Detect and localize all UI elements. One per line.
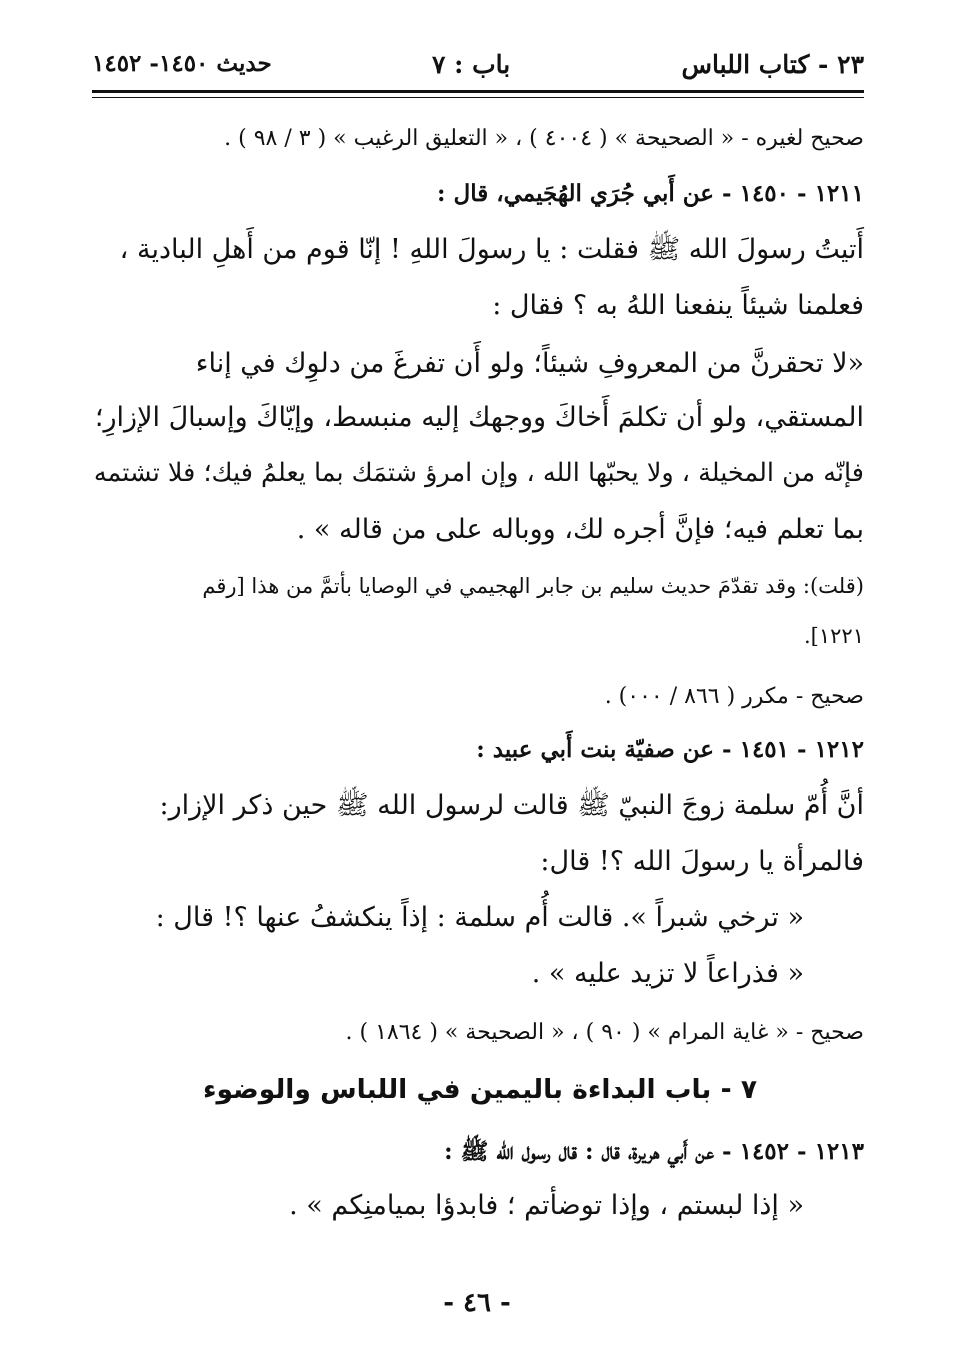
hadith-text-line: فعلمنا شيئاً ينفعنا اللهُ به ؟ فقال :: [492, 290, 864, 321]
hadith-text-line: «لا تحقرنَّ من المعروفِ شيئاً؛ ولو أَن تفرغَ من دلوِك في إناء: [195, 348, 864, 379]
grade-line: صحيح - « غاية المرام » ( ٩٠ ) ، « الصحيحة » ( ١٨٦٤ ) .: [345, 1020, 864, 1045]
hadith-text-line: فإنّه من المخيلة ، ولا يحبّها الله ، وإن امرؤ شتمَك بما يعلمُ فيك؛ فلا تشتمه: [93, 458, 864, 488]
grade-line: صحيح - مكرر ( ٨٦٦ / ٠٠٠) .: [604, 684, 864, 709]
narrator-line: ١٢١١ - ١٤٥٠ - عن أَبي جُرَي الهُجَيمي، قال :: [437, 180, 864, 207]
narrator-line: ١٢١٢ - ١٤٥١ - عن صفيّة بنت أَبي عبيد :: [476, 736, 864, 763]
narrator-line: ١٢١٣ - ١٤٥٢ - عن أَبي هريرة، قال : قال رسول الله ﷺ :: [444, 1138, 864, 1165]
author-note-line: (قلت): وقد تقدّمَ حديث سليم بن جابر الهجيمي في الوصايا بأتمَّ من هذا [رقم: [202, 574, 864, 598]
hadith-text-line: المستقي، ولو أن تكلمَ أَخاكَ ووجهك إليه منبسط، وإيّاكَ وإسبالَ الإزارِ؛: [94, 402, 864, 433]
hadith-text-line: بما تعلم فيه؛ فإنَّ أجره لك، ووباله على من قاله » .: [296, 514, 864, 545]
header-rule-thin: [92, 97, 864, 98]
author-note-line: ١٢٢١].: [804, 624, 864, 648]
hadith-text-line: « فذراعاً لا تزيد عليه » .: [531, 958, 804, 989]
header-chapter: باب : ٧: [432, 50, 511, 79]
hadith-text-line: أنَّ أُمّ سلمة زوجَ النبيّ ﷺ قالت لرسول الله ﷺ حين ذكر الإزار:: [159, 790, 864, 821]
chapter-heading: ٧ - باب البداءة باليمين في اللباس والوضوء: [202, 1074, 758, 1105]
hadith-text-line: « إذا لبستم ، وإذا توضأتم ؛ فابدؤا بميامنِكم » .: [289, 1190, 804, 1221]
header-rule-thick: [92, 90, 864, 93]
header-hadith-range: حديث ١٤٥٠- ١٤٥٢: [92, 50, 272, 77]
header-book-title: ٢٣ - كتاب اللباس: [681, 50, 864, 79]
grade-line: صحيح لغيره - « الصحيحة » ( ٤٠٠٤ ) ، « التعليق الرغيب » ( ٣ / ٩٨ ) .: [224, 126, 864, 151]
hadith-text-line: أَتيتُ رسولَ الله ﷺ فقلت : يا رسولَ اللهِ ! إنّا قوم من أَهلِ البادية ،: [119, 234, 864, 265]
hadith-text-line: فالمرأة يا رسولَ الله ؟! قال:: [540, 846, 864, 877]
hadith-text-line: « ترخي شبراً ». قالت أُم سلمة : إذاً ينكشفُ عنها ؟! قال :: [155, 902, 804, 933]
running-header: [92, 46, 864, 86]
page-number: - ٤٦ -: [443, 1288, 511, 1318]
